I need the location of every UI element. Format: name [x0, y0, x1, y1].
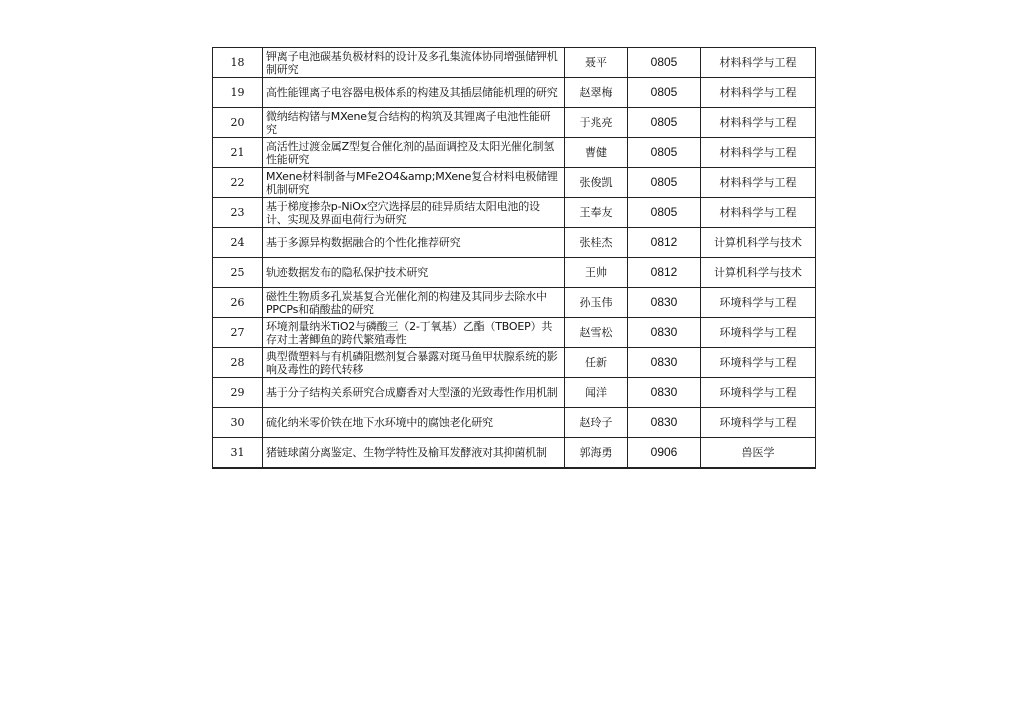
row-number: 29: [230, 386, 245, 399]
discipline-code: 0906: [650, 445, 678, 459]
discipline-name-cell: [701, 408, 816, 438]
applicant-name: 赵翠梅: [579, 86, 613, 99]
discipline-code-cell: [628, 168, 701, 198]
discipline-name: 环境科学与工程: [719, 386, 797, 399]
project-title: 高性能锂离子电容器电极体系的构建及其插层储能机理的研究: [266, 86, 558, 99]
applicant-name: 闻洋: [585, 386, 607, 399]
discipline-code-cell: [628, 318, 701, 348]
discipline-code: 0830: [650, 355, 678, 369]
table-row: [213, 438, 816, 469]
row-number-cell: [213, 438, 263, 469]
applicant-name-cell: [565, 438, 628, 469]
row-number-cell: [213, 108, 263, 138]
discipline-name-cell: [701, 438, 816, 469]
project-title-cell: [263, 78, 565, 108]
row-number: 30: [230, 416, 245, 429]
table-row: [213, 408, 816, 438]
table-row: [213, 78, 816, 108]
row-number: 24: [230, 236, 245, 249]
applicant-name: 赵玲子: [579, 416, 613, 429]
applicant-name-cell: [565, 348, 628, 378]
row-number-cell: [213, 78, 263, 108]
row-number-cell: [213, 378, 263, 408]
project-title-cell: [263, 258, 565, 288]
discipline-name-cell: [701, 378, 816, 408]
discipline-code: 0805: [650, 145, 678, 159]
applicant-name: 曹健: [585, 146, 607, 159]
table-row: [213, 348, 816, 378]
discipline-name-cell: [701, 348, 816, 378]
table-row: [213, 108, 816, 138]
discipline-name: 计算机科学与技术: [714, 266, 802, 279]
applicant-name-cell: [565, 78, 628, 108]
discipline-code: 0805: [650, 55, 678, 69]
project-title: 基于多源异构数据融合的个性化推荐研究: [266, 236, 461, 249]
project-table: [212, 47, 816, 469]
row-number: 21: [230, 146, 245, 159]
discipline-name-cell: [701, 318, 816, 348]
discipline-code-cell: [628, 438, 701, 469]
row-number: 28: [230, 356, 245, 369]
discipline-code-cell: [628, 48, 701, 78]
row-number: 27: [230, 326, 245, 339]
discipline-name: 环境科学与工程: [719, 326, 797, 339]
discipline-name: 环境科学与工程: [719, 356, 797, 369]
discipline-code: 0805: [650, 115, 678, 129]
discipline-name: 材料科学与工程: [719, 176, 797, 189]
discipline-code: 0805: [650, 85, 678, 99]
row-number-cell: [213, 48, 263, 78]
discipline-name: 环境科学与工程: [719, 296, 797, 309]
project-title-cell: [263, 108, 565, 138]
project-title-cell: [263, 408, 565, 438]
project-title-cell: [263, 318, 565, 348]
table-row: [213, 258, 816, 288]
table-row: [213, 168, 816, 198]
project-title: 环境剂量纳米TiO2与磷酸三（2-丁氧基）乙酯（TBOEP）共存对土著鲫鱼的跨代繁殖毒性: [266, 319, 553, 346]
discipline-code: 0805: [650, 205, 678, 219]
table-row: [213, 378, 816, 408]
discipline-code: 0812: [650, 235, 678, 249]
discipline-name: 兽医学: [741, 446, 775, 459]
row-number: 20: [230, 116, 245, 129]
row-number: 18: [230, 56, 245, 69]
discipline-name: 材料科学与工程: [719, 86, 797, 99]
project-title: 猪链球菌分离鉴定、生物学特性及榆耳发酵液对其抑菌机制: [266, 446, 547, 459]
applicant-name-cell: [565, 168, 628, 198]
discipline-code: 0830: [650, 415, 678, 429]
discipline-name-cell: [701, 228, 816, 258]
applicant-name: 赵雪松: [579, 326, 613, 339]
table-row: [213, 318, 816, 348]
discipline-name: 计算机科学与技术: [714, 236, 802, 249]
applicant-name-cell: [565, 258, 628, 288]
row-number-cell: [213, 408, 263, 438]
project-title-cell: [263, 438, 565, 469]
table-row: [213, 288, 816, 318]
applicant-name-cell: [565, 288, 628, 318]
row-number: 23: [230, 206, 245, 219]
project-title-cell: [263, 138, 565, 168]
project-title-cell: [263, 198, 565, 228]
project-title: 高活性过渡金属Z型复合催化剂的晶面调控及太阳光催化制氢性能研究: [266, 139, 555, 166]
discipline-code-cell: [628, 408, 701, 438]
discipline-name-cell: [701, 198, 816, 228]
discipline-code-cell: [628, 288, 701, 318]
applicant-name-cell: [565, 108, 628, 138]
applicant-name-cell: [565, 228, 628, 258]
project-title: 轨迹数据发布的隐私保护技术研究: [266, 266, 428, 279]
discipline-name: 环境科学与工程: [719, 416, 797, 429]
discipline-code: 0805: [650, 175, 678, 189]
applicant-name: 孙玉伟: [579, 296, 613, 309]
discipline-name-cell: [701, 48, 816, 78]
project-title: MXene材料制备与MFe2O4&amp;MXene复合材料电极储锂机制研究: [266, 169, 558, 196]
discipline-name: 材料科学与工程: [719, 116, 797, 129]
discipline-code-cell: [628, 348, 701, 378]
applicant-name: 于兆亮: [579, 116, 613, 129]
discipline-code-cell: [628, 138, 701, 168]
discipline-code-cell: [628, 108, 701, 138]
discipline-code: 0830: [650, 385, 678, 399]
discipline-code-cell: [628, 228, 701, 258]
table-row: [213, 48, 816, 78]
project-title: 微纳结构锗与MXene复合结构的构筑及其锂离子电池性能研究: [266, 109, 551, 136]
table-row: [213, 198, 816, 228]
row-number: 19: [230, 86, 245, 99]
applicant-name: 任新: [585, 356, 607, 369]
applicant-name: 聂平: [585, 56, 607, 69]
project-title: 磁性生物质多孔炭基复合光催化剂的构建及其同步去除水中PPCPs和硝酸盐的研究: [266, 289, 547, 316]
project-title: 典型微塑料与有机磷阻燃剂复合暴露对斑马鱼甲状腺系统的影响及毒性的跨代转移: [266, 349, 558, 376]
row-number-cell: [213, 138, 263, 168]
row-number-cell: [213, 288, 263, 318]
project-title: 硫化纳米零价铁在地下水环境中的腐蚀老化研究: [266, 416, 493, 429]
discipline-name-cell: [701, 258, 816, 288]
row-number: 31: [230, 446, 245, 459]
discipline-name-cell: [701, 168, 816, 198]
row-number: 26: [230, 296, 245, 309]
applicant-name-cell: [565, 48, 628, 78]
discipline-code: 0812: [650, 265, 678, 279]
applicant-name: 王奉友: [579, 206, 613, 219]
project-title: 基于梯度掺杂p-NiOx空穴选择层的硅异质结太阳电池的设计、实现及界面电荷行为研究: [266, 199, 540, 226]
applicant-name: 张桂杰: [579, 236, 613, 249]
project-title-cell: [263, 228, 565, 258]
project-title-cell: [263, 288, 565, 318]
applicant-name-cell: [565, 318, 628, 348]
discipline-name: 材料科学与工程: [719, 146, 797, 159]
project-title-cell: [263, 378, 565, 408]
row-number-cell: [213, 198, 263, 228]
discipline-code-cell: [628, 198, 701, 228]
discipline-name-cell: [701, 108, 816, 138]
discipline-name-cell: [701, 138, 816, 168]
applicant-name-cell: [565, 138, 628, 168]
row-number-cell: [213, 348, 263, 378]
discipline-code-cell: [628, 78, 701, 108]
discipline-name: 材料科学与工程: [719, 206, 797, 219]
discipline-name-cell: [701, 78, 816, 108]
applicant-name-cell: [565, 198, 628, 228]
discipline-name-cell: [701, 288, 816, 318]
table-row: [213, 138, 816, 168]
discipline-name: 材料科学与工程: [719, 56, 797, 69]
applicant-name: 郭海勇: [579, 446, 613, 459]
discipline-code-cell: [628, 378, 701, 408]
row-number: 22: [230, 176, 245, 189]
discipline-code: 0830: [650, 295, 678, 309]
project-title-cell: [263, 48, 565, 78]
row-number: 25: [230, 266, 245, 279]
project-title-cell: [263, 168, 565, 198]
applicant-name-cell: [565, 378, 628, 408]
row-number-cell: [213, 258, 263, 288]
discipline-code-cell: [628, 258, 701, 288]
applicant-name: 王帅: [585, 266, 607, 279]
project-title-cell: [263, 348, 565, 378]
row-number-cell: [213, 318, 263, 348]
discipline-code: 0830: [650, 325, 678, 339]
table-row: [213, 228, 816, 258]
project-title: 基于分子结构关系研究合成麝香对大型溞的光致毒性作用机制: [266, 386, 558, 399]
applicant-name: 张俊凯: [579, 176, 613, 189]
project-title: 钾离子电池碳基负极材料的设计及多孔集流体协同增强储钾机制研究: [266, 49, 558, 76]
applicant-name-cell: [565, 408, 628, 438]
row-number-cell: [213, 228, 263, 258]
row-number-cell: [213, 168, 263, 198]
